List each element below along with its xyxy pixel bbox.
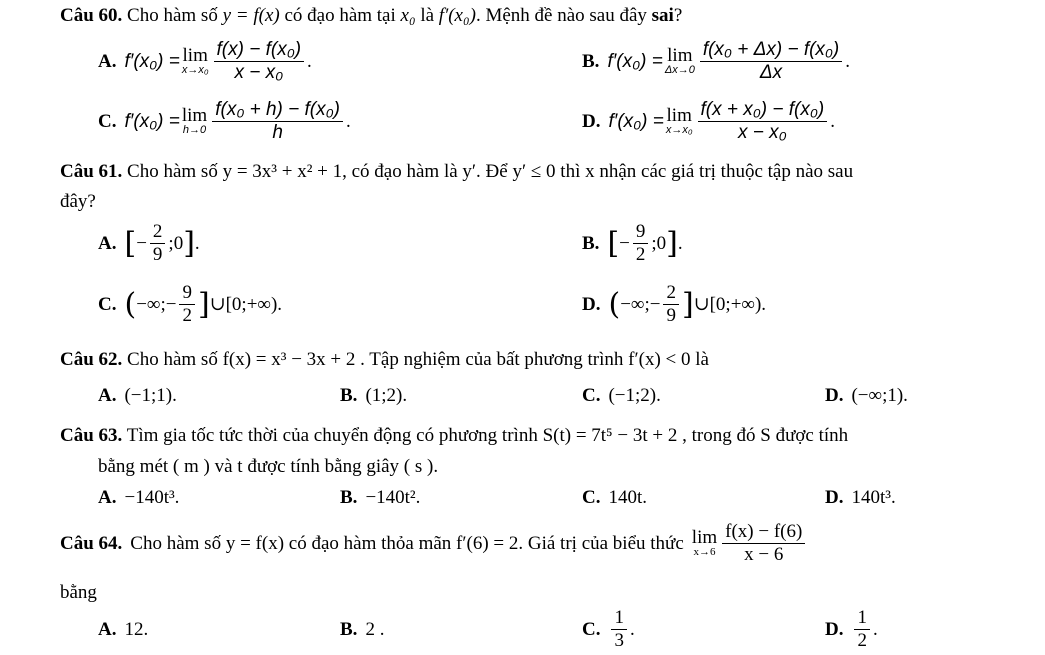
option-label: D. xyxy=(582,110,601,132)
question-60-stem xyxy=(60,4,682,28)
option-label: D. xyxy=(825,385,844,406)
q61-option-a[interactable] xyxy=(98,222,200,265)
q62-option-c[interactable] xyxy=(582,384,661,408)
option-value: 140t. xyxy=(608,487,648,508)
expr-part: . xyxy=(194,232,200,254)
q60-option-c[interactable]: C. f′(x₀) = lim h→0 $\frac{\text{f(x₀ + h) − f(x₀)}}{h}$ . xyxy=(98,99,351,143)
limit-operator: lim Δx→0 xyxy=(664,45,695,76)
question-64-stem-line2 xyxy=(60,581,97,605)
option-value: (−1;1). xyxy=(124,385,177,406)
q61-option-b[interactable] xyxy=(582,222,683,265)
fraction: $\frac{\text{f(x + x₀) − f(x₀)}}{\text{x − x₀}}$ xyxy=(698,100,828,143)
question-64-stem xyxy=(60,522,808,565)
q63-option-c[interactable] xyxy=(582,486,647,510)
stem-text: bằng xyxy=(60,582,97,603)
fraction: $\frac{9}{2}$ xyxy=(633,222,649,265)
stem-text: Cho hàm số y = f(x) có đạo hàm thỏa mãn f′(6) = 2. Giá trị của biểu thức xyxy=(130,532,684,554)
bracket: ( xyxy=(608,286,621,322)
q61-option-c[interactable] xyxy=(98,283,282,326)
option-label: A. xyxy=(98,487,117,508)
bracket: [ xyxy=(124,225,137,261)
option-lhs: f′(x₀) = xyxy=(607,50,663,72)
expr-part: ∪[0;+∞). xyxy=(693,293,767,315)
expr-part: −∞;− xyxy=(620,293,661,315)
q60-option-d[interactable]: D. f′(x₀) = lim x→x₀ $\frac{\text{f(x + x₀) − f(x₀)}}{\text{x − x₀}}$ . xyxy=(582,99,835,143)
q63-option-d[interactable] xyxy=(825,486,896,510)
expr-part: ;0 xyxy=(168,232,184,254)
question-number: Câu 64. xyxy=(60,532,123,554)
fraction: $\frac{1}{2}$ xyxy=(854,608,870,651)
q64-option-a[interactable] xyxy=(98,618,148,642)
question-number: Câu 63. xyxy=(60,425,123,446)
option-value: (1;2). xyxy=(365,385,408,406)
bracket: [ xyxy=(607,225,620,261)
limit-operator: lim x→x₀ xyxy=(181,45,209,76)
expr-part: ;0 xyxy=(651,232,667,254)
option-label: C. xyxy=(98,110,117,132)
question-number: Câu 60. xyxy=(60,5,123,26)
point-expr: x₀ xyxy=(400,5,416,26)
bracket: ] xyxy=(666,225,678,261)
expr-part: . xyxy=(629,618,635,640)
limit-operator: lim h→0 xyxy=(181,105,208,136)
derivative-expr: f′(x₀) xyxy=(438,5,476,26)
option-value: −140t². xyxy=(365,487,421,508)
q63-option-a[interactable] xyxy=(98,486,179,510)
expr-part: . xyxy=(677,232,683,254)
fraction: $\frac{\text{f(x) − f(x₀)}}{\text{x − x₀}}$ xyxy=(214,40,305,83)
option-label: B. xyxy=(340,619,358,640)
option-value: 2 . xyxy=(365,619,385,640)
emphasis-word: sai xyxy=(651,5,674,26)
q64-option-d[interactable] xyxy=(825,608,878,651)
q62-option-a[interactable] xyxy=(98,384,177,408)
q62-option-d[interactable] xyxy=(825,384,908,408)
q62-option-b[interactable] xyxy=(340,384,407,408)
question-61-stem xyxy=(60,160,853,184)
fraction: $\frac{1}{3}$ xyxy=(611,608,627,651)
fraction: $\frac{f(x) - f(6)}{x - 6}$ xyxy=(722,522,805,565)
limit-operator: lim x→6 xyxy=(691,527,718,558)
option-label: B. xyxy=(582,50,600,72)
option-label: B. xyxy=(582,232,600,254)
stem-text: Cho hàm số xyxy=(127,5,218,26)
question-63-stem xyxy=(60,424,848,448)
option-value: 140t³. xyxy=(851,487,896,508)
bracket: ] xyxy=(197,286,210,322)
stem-text: ? xyxy=(673,5,683,26)
q64-option-b[interactable] xyxy=(340,618,384,642)
expr-part: ∪[0;+∞). xyxy=(209,293,283,315)
stem-text: Cho hàm số f(x) = x³ − 3x + 2 . Tập nghiệm của bất phương trình f′(x) < 0 là xyxy=(127,349,709,370)
question-number: Câu 61. xyxy=(60,161,123,182)
fraction: $\frac{9}{2}$ xyxy=(179,283,195,326)
bracket: ] xyxy=(681,286,694,322)
bracket: ] xyxy=(183,225,195,261)
question-62-stem xyxy=(60,348,709,372)
option-label: A. xyxy=(98,50,117,72)
stem-text: Cho hàm số y = 3x³ + x² + 1, có đạo hàm là y′. Để y′ ≤ 0 thì x nhận các giá trị thuộc tập nào sau xyxy=(127,161,854,182)
option-label: C. xyxy=(582,487,601,508)
stem-text: là xyxy=(420,5,435,26)
expr-part: − xyxy=(136,232,147,254)
option-label: C. xyxy=(582,618,601,640)
stem-text: Tìm gia tốc tức thời của chuyển động có phương trình S(t) = 7t⁵ − 3t + 2 , trong đó S được tính xyxy=(126,425,849,446)
fraction: $\frac{\text{f(x₀ + Δx) − f(x₀)}}{\Delta x}$ xyxy=(700,40,842,83)
fraction: $\frac{2}{9}$ xyxy=(150,222,166,265)
q61-option-d[interactable] xyxy=(582,283,766,326)
limit-operator: lim x→x₀ xyxy=(665,105,693,136)
option-label: D. xyxy=(582,293,601,315)
q64-option-c[interactable] xyxy=(582,608,635,651)
option-label: B. xyxy=(340,385,358,406)
option-label: A. xyxy=(98,385,117,406)
option-lhs: f′(x₀) = xyxy=(124,50,180,72)
q60-option-b[interactable]: B. f′(x₀) = lim Δx→0 $\frac{\text{f(x₀ + Δx) − f(x₀)}}{\Delta x}$ . xyxy=(582,39,851,83)
question-61-stem-line2 xyxy=(60,190,96,214)
option-value: −140t³. xyxy=(124,487,180,508)
function-expr: y = f(x) xyxy=(222,5,280,26)
option-lhs: f′(x₀) = xyxy=(124,110,180,132)
stem-text: bằng mét ( m ) và t được tính bằng giây ( s ). xyxy=(98,456,439,477)
option-value: (−∞;1). xyxy=(851,385,908,406)
q63-option-b[interactable] xyxy=(340,486,420,510)
option-label: C. xyxy=(582,385,601,406)
option-value: 12. xyxy=(124,619,149,640)
fraction: $\frac{\text{f(x₀ + h) − f(x₀)}}{h}$ xyxy=(212,100,343,143)
bracket: ( xyxy=(124,286,137,322)
question-63-stem-line2 xyxy=(98,455,438,479)
option-label: D. xyxy=(825,618,844,640)
option-value: (−1;2). xyxy=(608,385,661,406)
question-number: Câu 62. xyxy=(60,349,123,370)
stem-text: đây? xyxy=(60,191,96,212)
option-label: D. xyxy=(825,487,844,508)
expr-part: −∞;− xyxy=(136,293,177,315)
option-lhs: f′(x₀) = xyxy=(608,110,664,132)
expr-part: − xyxy=(619,232,630,254)
option-label: B. xyxy=(340,487,358,508)
fraction: $\frac{2}{9}$ xyxy=(663,283,679,326)
option-label: A. xyxy=(98,619,117,640)
stem-text: có đạo hàm tại xyxy=(284,5,396,26)
option-label: A. xyxy=(98,232,117,254)
q60-option-a[interactable]: A. f′(x₀) = lim x→x₀ $\frac{\text{f(x) − f(x₀)}}{\text{x − x₀}}$ . xyxy=(98,39,312,83)
stem-text: . Mệnh đề nào sau đây xyxy=(475,5,647,26)
option-label: C. xyxy=(98,293,117,315)
expr-part: . xyxy=(872,618,878,640)
